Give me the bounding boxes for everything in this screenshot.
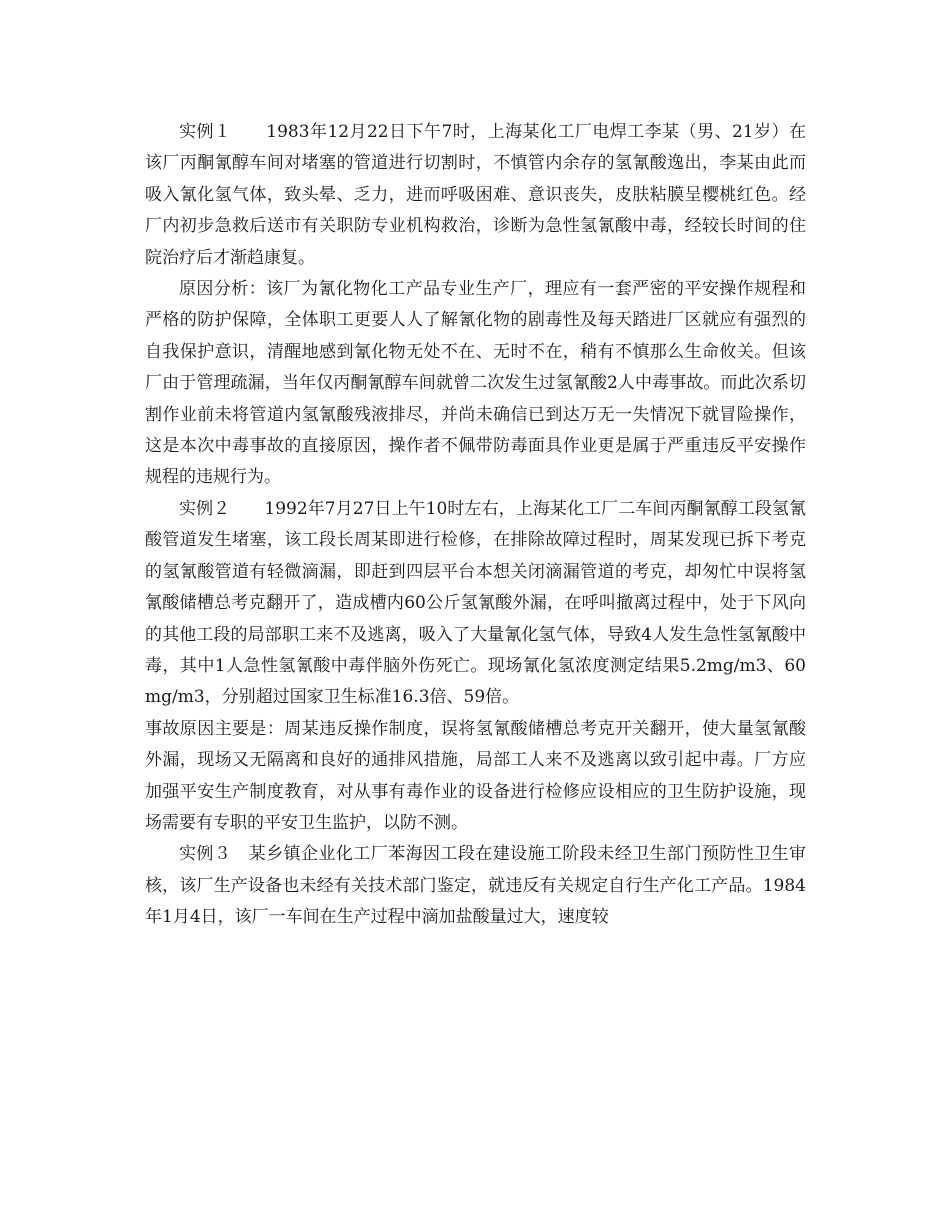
document-body bbox=[145, 117, 806, 934]
paragraph-cause-analysis: 原因分析：该厂为氰化物化工产品专业生产厂，理应有一套严密的平安操作规程和严格的防护保障，全体职工更要人人了解氰化物的剧毒性及每天踏进厂区就应有强烈的自我保护意识，清醒地感到氰化物无处不在、无时不在，稍有不慎那么生命攸关。但该厂由于管理疏漏，当年仅丙酮氰醇车间就曾二次发生过氢氰酸2人中毒事故。而此次系切割作业前未将管道内氢氰酸残液排尽，并尚未确信已到达万无一失情况下就冒险操作，这是本次中毒事故的直接原因，操作者不佩带防毒面具作业更是属于严重违反平安操作规程的违规行为。 bbox=[145, 279, 806, 488]
paragraph-case-3: 实例３ 某乡镇企业化工厂苯海因工段在建设施工阶段未经卫生部门预防性卫生审核，该厂生产设备也未经有关技术部门鉴定，就违反有关规定自行生产化工产品。1984年1月4日，该厂一车间在生产过程中滴加盐酸量过大，速度较 bbox=[145, 844, 806, 928]
paragraph-accident-cause: 事故原因主要是：周某违反操作制度，误将氢氰酸储槽总考克开关翻开，使大量氢氰酸外漏，现场又无隔离和良好的通排风措施，局部工人来不及逃离以致引起中毒。厂方应加强平安生产制度教育，对从事有毒作业的设备进行检修应设相应的卫生防护设施，现场需要有专职的平安卫生监护，以防不测。 bbox=[145, 718, 806, 833]
paragraph-case-1: 实例１ 1983年12月22日下午7时，上海某化工厂电焊工李某（男、21岁）在该厂丙酮氰醇车间对堵塞的管道进行切割时，不慎管内余存的氢氰酸逸出，李某由此而吸入氰化氢气体，致头晕、乏力，进而呼吸困难、意识丧失，皮肤粘膜呈樱桃红色。经厂内初步急救后送市有关职防专业机构救治，诊断为急性氢氰酸中毒，经较长时间的住院治疗后才渐趋康复。 bbox=[145, 122, 806, 268]
paragraph-case-2: 实例２ 1992年7月27日上午10时左右，上海某化工厂二车间丙酮氰醇工段氢氰酸管道发生堵塞，该工段长周某即进行检修，在排除故障过程时，周某发现已拆下考克的氢氰酸管道有轻微滴漏，即赶到四层平台本想关闭滴漏管道的考克，却匆忙中误将氢氰酸储槽总考克翻开了，造成槽内60公斤氢氰酸外漏，在呼叫撤离过程中，处于下风向的其他工段的局部职工来不及逃离，吸入了大量氰化氢气体，导致4人发生急性氢氰酸中毒，其中1人急性氢氰酸中毒伴脑外伤死亡。现场氰化氢浓度测定结果5.2mg/m3、60 mg/m3，分别超过国家卫生标准16.3倍、59倍。 bbox=[145, 498, 806, 708]
